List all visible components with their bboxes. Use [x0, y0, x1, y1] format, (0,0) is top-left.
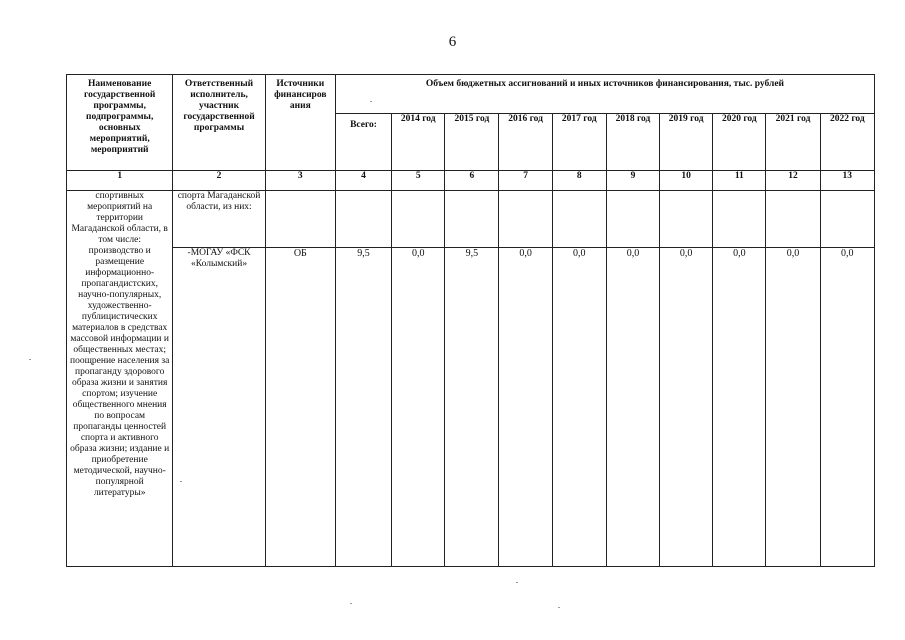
- scan-speck: [516, 582, 518, 583]
- empty-cell: [499, 191, 552, 248]
- header-year-2021: 2021 год: [766, 114, 820, 171]
- column-number: 4: [335, 171, 391, 191]
- year-value-cell: 0,0: [606, 248, 659, 567]
- column-number: 10: [660, 171, 713, 191]
- funding-source-cell: ОБ: [265, 248, 335, 567]
- empty-cell: [606, 191, 659, 248]
- column-number: 13: [820, 171, 874, 191]
- header-year-2016: 2016 год: [499, 114, 552, 171]
- scan-speck: [180, 481, 182, 482]
- empty-cell: [445, 191, 499, 248]
- year-value-cell: 0,0: [660, 248, 713, 567]
- column-number: 1: [67, 171, 173, 191]
- column-number: 8: [552, 171, 606, 191]
- header-year-2018: 2018 год: [606, 114, 659, 171]
- column-number: 6: [445, 171, 499, 191]
- year-value-cell: 0,0: [552, 248, 606, 567]
- executor-cell: -МОГАУ «ФСК «Колымский»: [173, 248, 265, 567]
- header-financing: Объем бюджетных ассигнований и иных источников финансирования, тыс. рублей: [335, 75, 874, 114]
- activity-description: спортивных мероприятий на территории Магаданской области, в том числе: производство и размещение информационно-пропагандистских, научно-популярных, художественно-публицистических материалов в средствах массовой информации и общественных местах; поощрение населения за пропаганду здорового образа жизни и занятия спортом; изучение общественного мнения по вопросам пропаганды ценностей спорта и активного образа жизни; издание и приобретение методической, научно-популярной литературы»: [67, 191, 173, 567]
- executor-cell: спорта Магаданской области, из них:: [173, 191, 265, 248]
- scan-speck: [350, 603, 352, 604]
- year-value-cell: 0,0: [499, 248, 552, 567]
- header-year-2020: 2020 год: [713, 114, 766, 171]
- column-number: 7: [499, 171, 552, 191]
- header-row-1: [67, 75, 875, 114]
- empty-cell: [335, 191, 391, 248]
- column-number: 11: [713, 171, 766, 191]
- header-year-2019: 2019 год: [660, 114, 713, 171]
- header-name: Наименование государственной программы, подпрограммы, основных мероприятий, мероприятий: [67, 75, 173, 171]
- empty-cell: [660, 191, 713, 248]
- column-number: 2: [173, 171, 265, 191]
- scan-speck: [29, 359, 31, 360]
- empty-cell: [820, 191, 874, 248]
- header-year-2014: 2014 год: [392, 114, 445, 171]
- scan-speck: [370, 101, 372, 102]
- empty-cell: [766, 191, 820, 248]
- header-year-2022: 2022 год: [820, 114, 874, 171]
- empty-cell: [265, 191, 335, 248]
- header-year-2017: 2017 год: [552, 114, 606, 171]
- column-number: 9: [606, 171, 659, 191]
- year-value-cell: 0,0: [713, 248, 766, 567]
- header-total: Всего:: [335, 114, 391, 171]
- column-number-row: [67, 171, 875, 191]
- table-row: [67, 248, 875, 567]
- column-number: 12: [766, 171, 820, 191]
- year-value-cell: 0,0: [820, 248, 874, 567]
- year-value-cell: 0,0: [766, 248, 820, 567]
- column-number: 3: [265, 171, 335, 191]
- header-executor: Ответственный исполнитель, участник государственной программы: [173, 75, 265, 171]
- column-number: 5: [392, 171, 445, 191]
- empty-cell: [392, 191, 445, 248]
- year-value-cell: 0,0: [392, 248, 445, 567]
- scan-speck: [558, 607, 560, 608]
- total-value-cell: 9,5: [335, 248, 391, 567]
- header-sources: Источники финансиров ания: [265, 75, 335, 171]
- budget-table: [66, 74, 875, 567]
- table-row: [67, 191, 875, 248]
- empty-cell: [713, 191, 766, 248]
- year-value-cell: 9,5: [445, 248, 499, 567]
- page-number: 6: [448, 34, 457, 50]
- empty-cell: [552, 191, 606, 248]
- header-year-2015: 2015 год: [445, 114, 499, 171]
